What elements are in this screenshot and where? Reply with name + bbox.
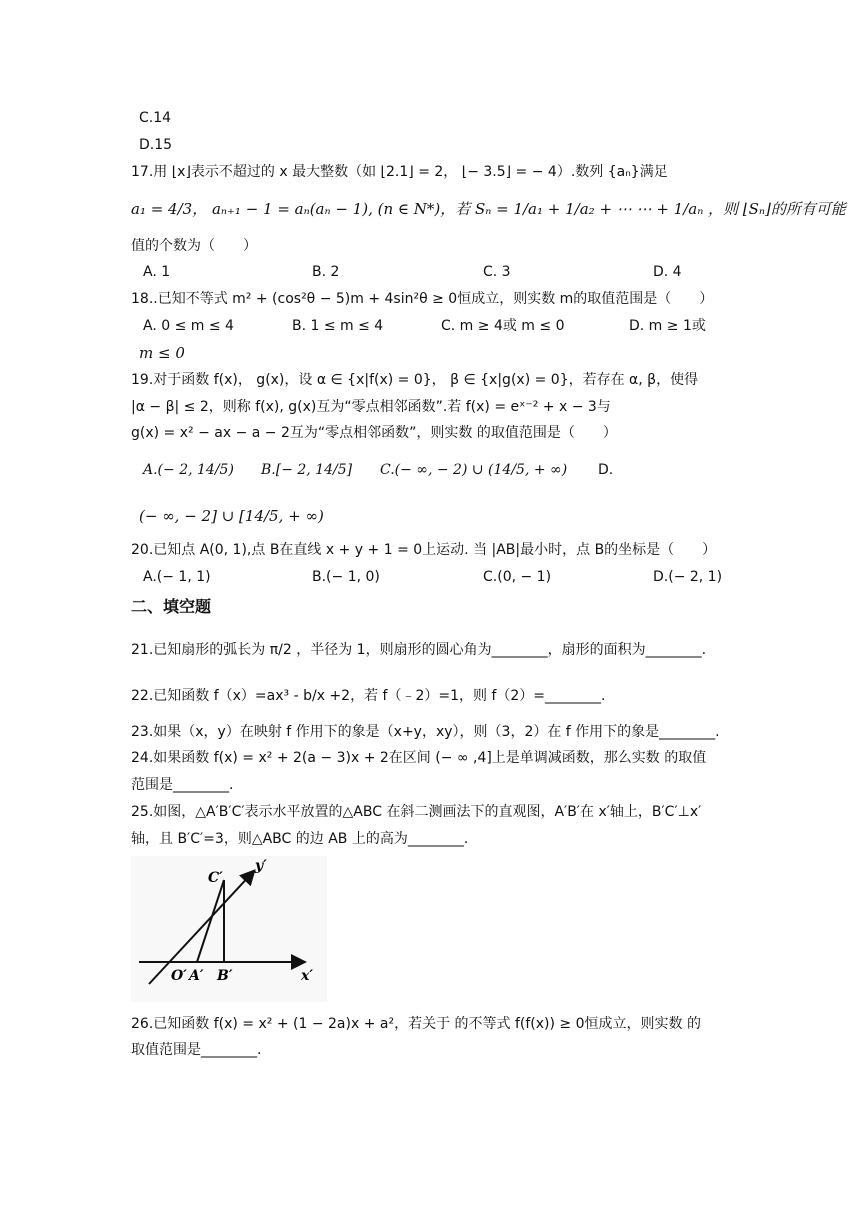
label-c: C′ [208, 870, 223, 886]
q20-option-a: A.(− 1, 1) [143, 569, 211, 585]
q18-option-c: C. m ≥ 4或 m ≤ 0 [441, 318, 565, 334]
q19-line2: |α − β| ≤ 2，则称 f(x), g(x)互为“零点相邻函数”.若 f(x) = eˣ⁻² + x − 3与 [131, 399, 611, 415]
figure-svg [131, 856, 327, 1002]
option-c-prev: C.14 [139, 110, 172, 126]
option-d-prev: D.15 [139, 137, 173, 153]
q18-option-b: B. 1 ≤ m ≤ 4 [292, 318, 384, 334]
oblique-projection-figure [131, 856, 327, 1002]
q22: 22.已知函数 f（x）=ax³ - b/x +2，若 f（﹣2）=1，则 f（2）=________. [131, 688, 606, 704]
q17-line2: a₁ = 4/3， aₙ₊₁ − 1 = aₙ(aₙ − 1), (n ∈ N*)，若 Sₙ = 1/a₁ + 1/a₂ + ⋯ ⋯ + 1/aₙ ，则 ⌊Sₙ⌋的所有可能 [131, 200, 846, 218]
q18-option-a: A. 0 ≤ m ≤ 4 [143, 318, 234, 334]
q17-option-a: A. 1 [143, 264, 171, 280]
q19-option-d: D. [598, 462, 614, 478]
q20-option-b: B.(− 1, 0) [312, 569, 380, 585]
q19-option-a: A.(− 2, 14/5) [143, 462, 234, 478]
q18-line1: 18..已知不等式 m² + (cos²θ − 5)m + 4sin²θ ≥ 0恒成立，则实数 m的取值范围是（ ） [131, 291, 714, 307]
label-o: O′ [171, 968, 187, 984]
q21: 21.已知扇形的弧长为 π/2 ，半径为 1，则扇形的圆心角为________，扇形的面积为________. [131, 642, 707, 658]
q17-option-d: D. 4 [653, 264, 682, 280]
q26-line2: 取值范围是________. [131, 1042, 262, 1058]
q23: 23.如果（x，y）在映射 f 作用下的象是（x+y，xy），则（3，2）在 f 作用下的象是________. [131, 724, 720, 740]
section-title: 二、填空题 [131, 597, 212, 616]
q24-line2: 范围是________. [131, 777, 234, 793]
q18-option-d-cont: m ≤ 0 [139, 344, 185, 362]
q19-option-d-cont: (− ∞, − 2] ∪ [14/5, + ∞) [139, 507, 324, 525]
q19-option-c: C.(− ∞, − 2) ∪ (14/5, + ∞) [380, 462, 568, 478]
label-a: A′ [189, 968, 204, 984]
q17-line3: 值的个数为（ ） [131, 238, 257, 254]
q19-option-b: B.[− 2, 14/5] [261, 462, 353, 478]
q25-line1: 25.如图，△A′B′C′表示水平放置的△ABC 在斜二测画法下的直观图，A′B′在 x′轴上，B′C′⊥x′ [131, 804, 702, 820]
q19-line3: g(x) = x² − ax − a − 2互为“零点相邻函数”，则实数 的取值范围是（ ） [131, 425, 617, 441]
q25-line2: 轴，且 B′C′=3，则△ABC 的边 AB 上的高为________. [131, 831, 469, 847]
q20-option-d: D.(− 2, 1) [653, 569, 723, 585]
label-b: B′ [217, 968, 233, 984]
q24-line1: 24.如果函数 f(x) = x² + 2(a − 3)x + 2在区间 (− ∞ ,4]上是单调减函数，那么实数 的取值 [131, 750, 707, 766]
segment-a-c [197, 880, 224, 962]
q26-line1: 26.已知函数 f(x) = x² + (1 − 2a)x + a²，若关于 的不等式 f(f(x)) ≥ 0恒成立，则实数 的 [131, 1016, 701, 1032]
q17-line1: 17.用 ⌊x⌋表示不超过的 x 最大整数（如 ⌊2.1⌋ = 2， ⌊− 3.5⌋ = − 4）.数列 {aₙ}满足 [131, 164, 668, 180]
label-x: x′ [301, 968, 314, 984]
q17-option-b: B. 2 [312, 264, 340, 280]
q19-line1: 19.对于函数 f(x)， g(x)，设 α ∈ {x|f(x) = 0}， β ∈ {x|g(x) = 0}，若存在 α, β，使得 [131, 372, 699, 388]
q20-option-c: C.(0, − 1) [483, 569, 552, 585]
q17-option-c: C. 3 [483, 264, 511, 280]
q20-line1: 20.已知点 A(0, 1),点 B在直线 x + y + 1 = 0上运动. 当 |AB|最小时，点 B的坐标是（ ） [131, 542, 717, 558]
q18-option-d: D. m ≥ 1或 [629, 318, 706, 334]
label-y: y′ [255, 858, 267, 874]
